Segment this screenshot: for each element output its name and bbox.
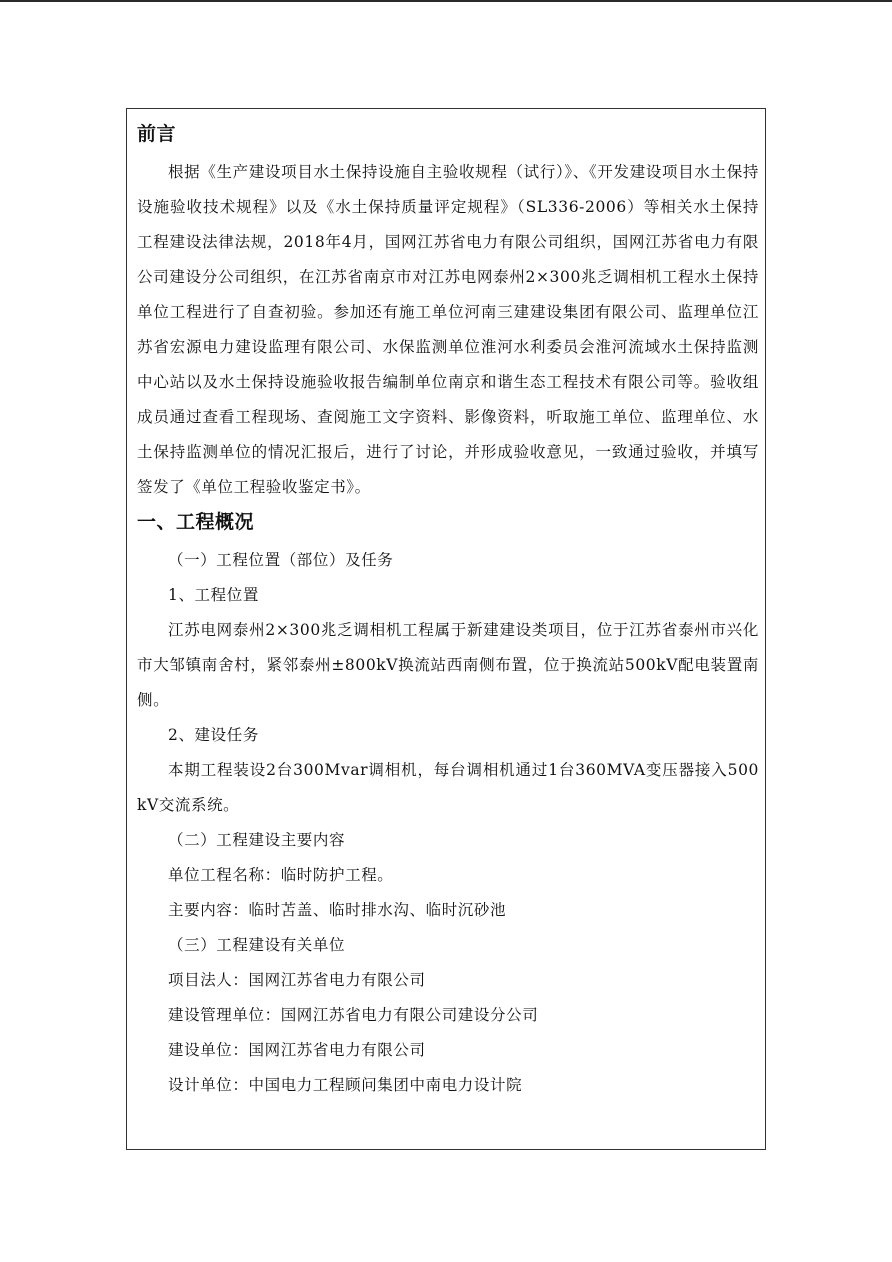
- main-content-list: 主要内容：临时苫盖、临时排水沟、临时沉砂池: [168, 901, 507, 919]
- preface-title: 前言: [137, 123, 177, 145]
- item-construction-task-heading: 2、建设任务: [168, 726, 259, 744]
- section-title-project-overview: 一、工程概况: [137, 511, 255, 533]
- subsection-main-content: （二）工程建设主要内容: [168, 831, 346, 849]
- document-content: [137, 119, 759, 1103]
- item-construction-task-text: 本期工程装设2台300Mvar调相机，每台调相机通过1台360MVA变压器接入500kV交流系统。: [137, 761, 759, 814]
- design-unit: 设计单位：中国电力工程顾问集团中南电力设计院: [168, 1076, 523, 1094]
- page-top-rule: [0, 0, 892, 2]
- construction-management-unit: 建设管理单位：国网江苏省电力有限公司建设分公司: [168, 1006, 539, 1024]
- subsection-related-units: （三）工程建设有关单位: [168, 936, 346, 954]
- item-project-location-heading: 1、工程位置: [168, 586, 259, 604]
- preface-paragraph: 根据《生产建设项目水土保持设施自主验收规程（试行）》、《开发建设项目水土保持设施验收技术规程》以及《水土保持质量评定规程》（SL336-2006）等相关水土保持工程建设法律法规，2018年4月，国网江苏省电力有限公司组织，国网江苏省电力有限公司建设分公司组织，在江苏省南京市对江苏电网泰州2×300兆乏调相机工程水土保持单位工程进行了自查初验。参加还有施工单位河南三建建设集团有限公司、监理单位江苏省宏源电力建设监理有限公司、水保监测单位淮河水利委员会淮河流域水土保持监测中心站以及水土保持设施验收报告编制单位南京和谐生态工程技术有限公司等。验收组成员通过查看工程现场、查阅施工文字资料、影像资料，听取施工单位、监理单位、水土保持监测单位的情况汇报后，进行了讨论，并形成验收意见，一致通过验收，并填写签发了《单位工程验收鉴定书》。: [137, 163, 759, 496]
- construction-unit: 建设单位：国网江苏省电力有限公司: [168, 1041, 426, 1059]
- project-legal-person: 项目法人：国网江苏省电力有限公司: [168, 971, 426, 989]
- document-frame: [126, 108, 766, 1150]
- unit-project-name: 单位工程名称：临时防护工程。: [168, 866, 394, 884]
- item-project-location-text: 江苏电网泰州2×300兆乏调相机工程属于新建建设类项目，位于江苏省泰州市兴化市大邹镇南舍村，紧邻泰州±800kV换流站西南侧布置，位于换流站500kV配电装置南侧。: [137, 621, 759, 709]
- subsection-location-and-task: （一）工程位置（部位）及任务: [168, 551, 394, 569]
